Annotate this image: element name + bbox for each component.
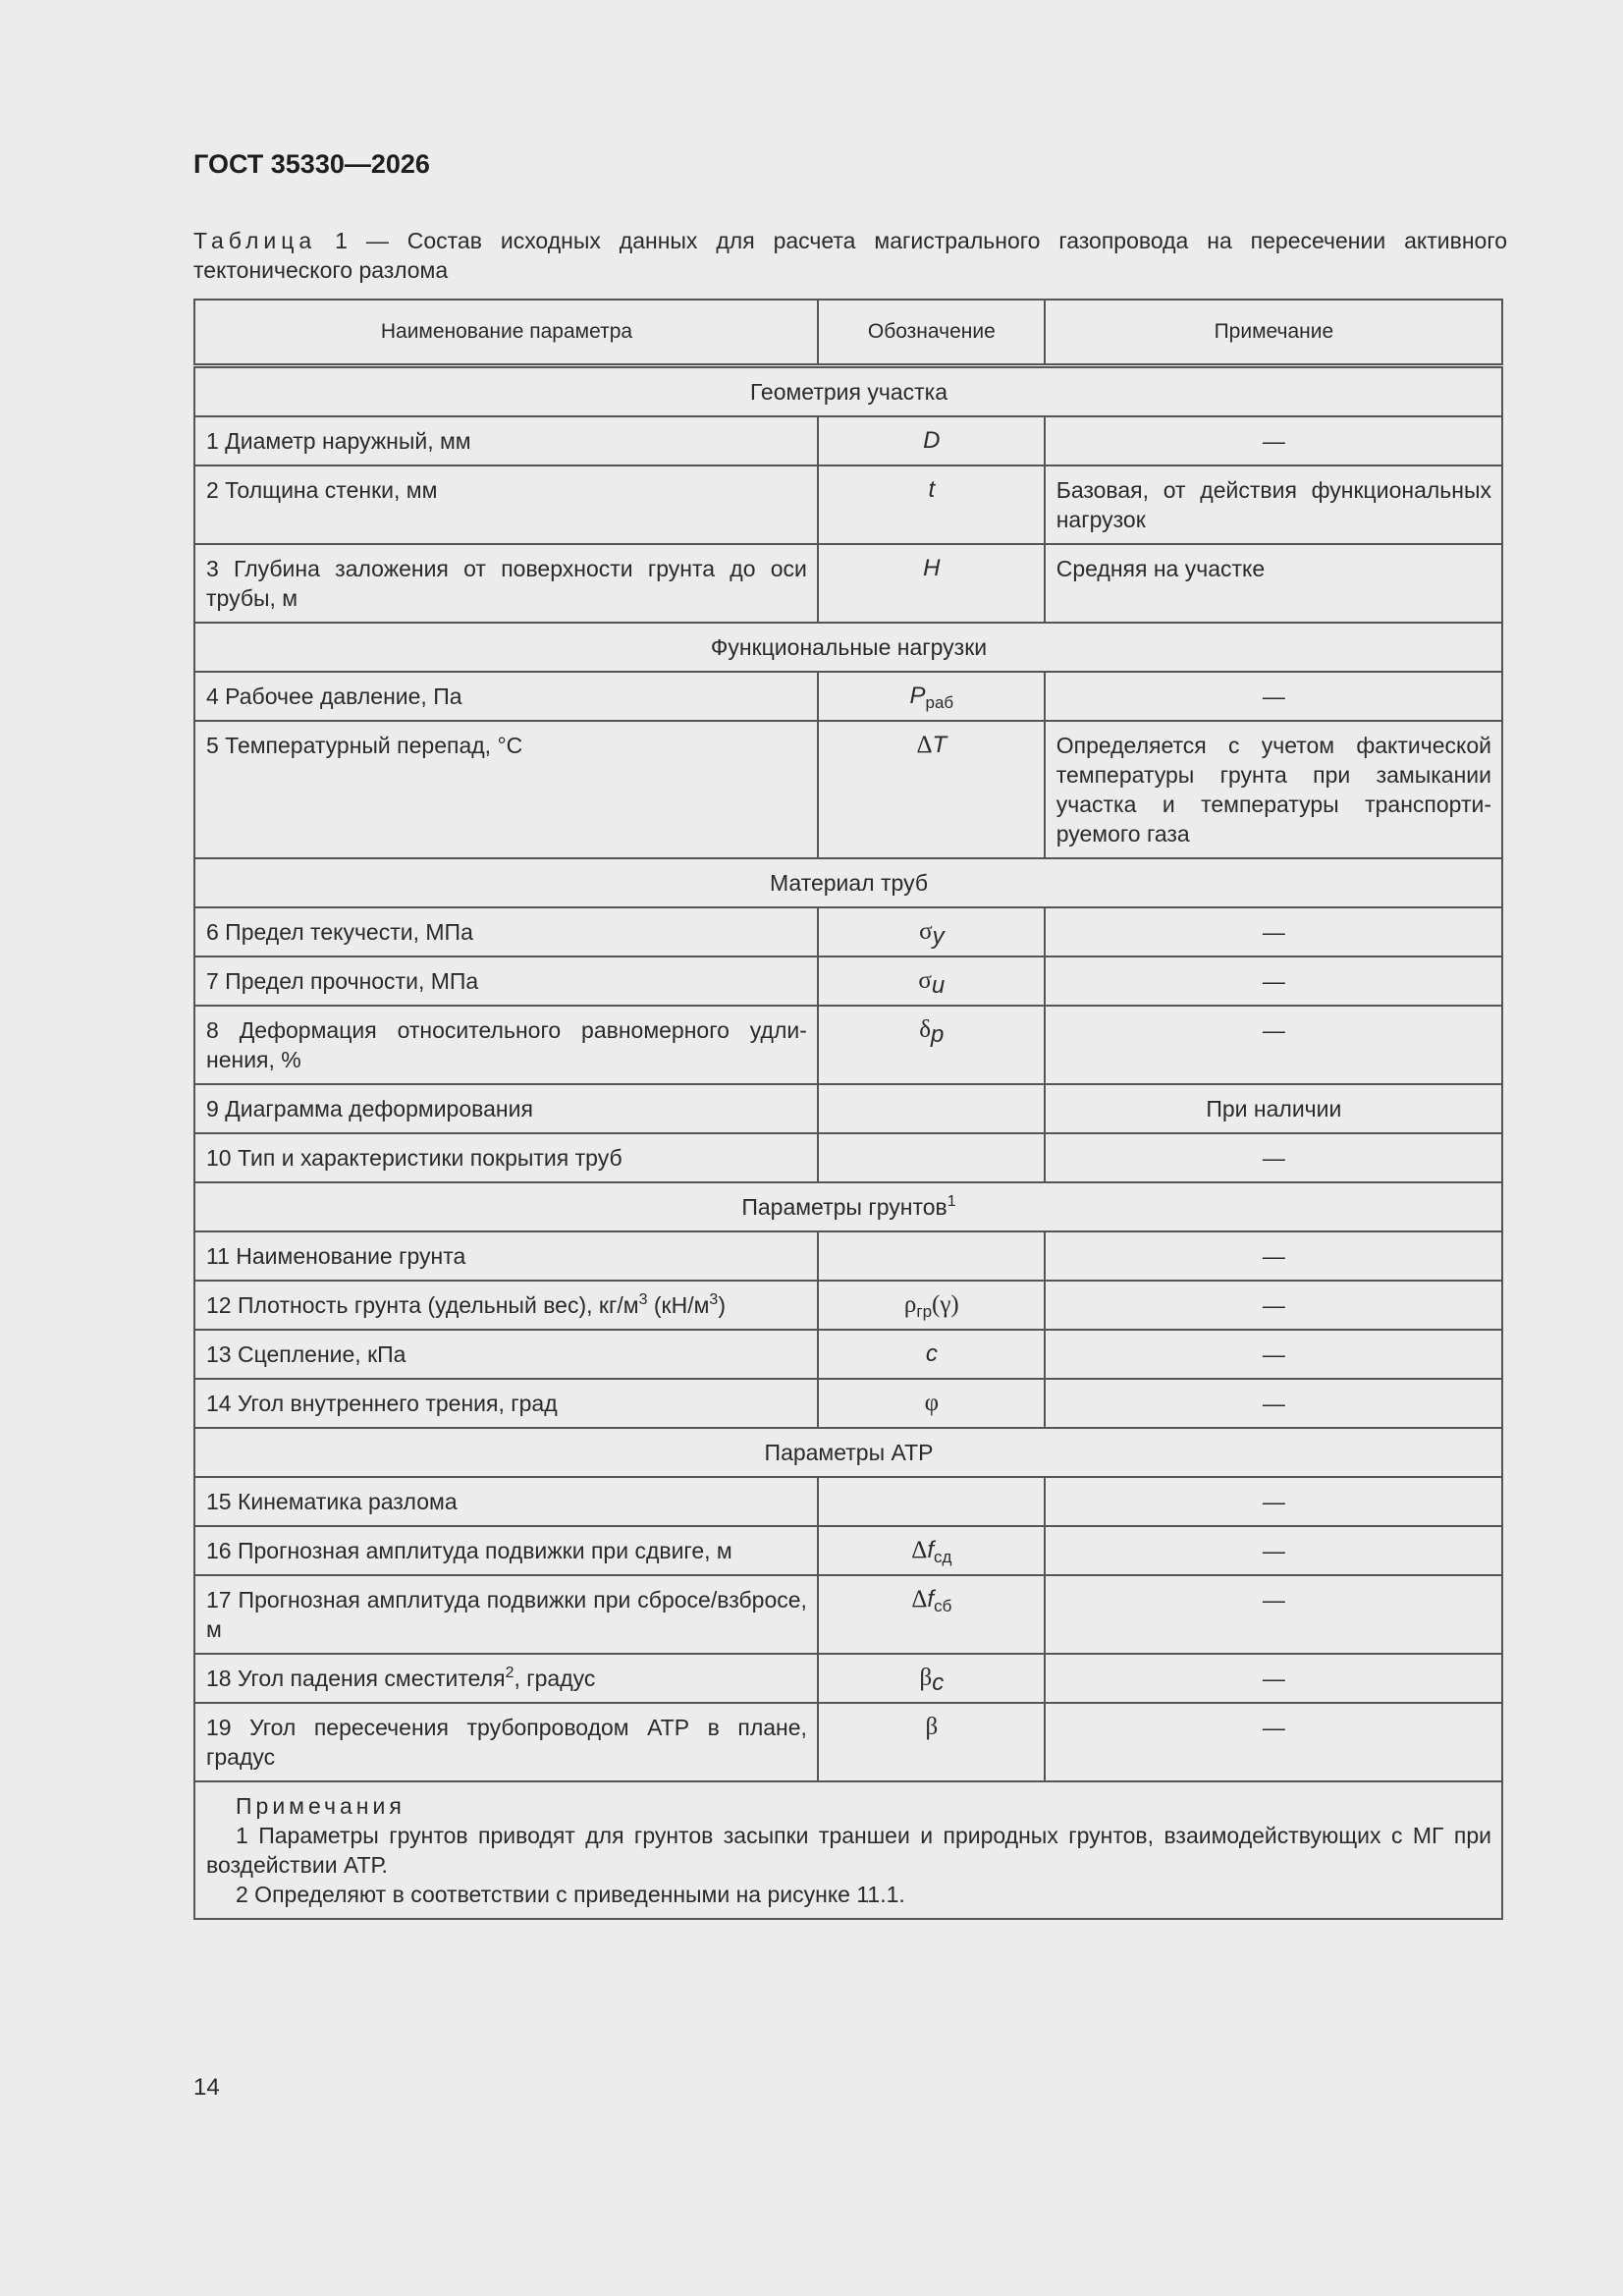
param-name: 14 Угол внутреннего трения, град — [194, 1379, 818, 1428]
section-title-atr: Параметры АТР — [194, 1428, 1502, 1477]
table-caption-label: Таблица — [193, 228, 317, 253]
param-note: — — [1045, 1526, 1502, 1575]
table-row — [194, 1281, 1502, 1330]
param-symbol: β — [818, 1703, 1045, 1781]
param-name: 1 Диаметр наружный, мм — [194, 416, 818, 465]
param-name: 8 Деформация относительного равномерного удлинения, % — [194, 1006, 818, 1084]
section-row-material — [194, 858, 1502, 907]
param-name: 18 Угол падения сместителя$^2$, градус — [194, 1654, 818, 1703]
param-note: — — [1045, 1006, 1502, 1084]
param-note: — — [1045, 1703, 1502, 1781]
param-note: — — [1045, 1654, 1502, 1703]
param-note: — — [1045, 416, 1502, 465]
table-row — [194, 1654, 1502, 1703]
param-symbol: t — [818, 465, 1045, 544]
param-name: 11 Наименование грунта — [194, 1231, 818, 1281]
table-row — [194, 1526, 1502, 1575]
param-note: — — [1045, 672, 1502, 721]
param-name: 3 Глубина заложения от поверхности грунта до оси трубы, м — [194, 544, 818, 623]
param-symbol — [818, 1477, 1045, 1526]
param-name: 6 Предел текучести, МПа — [194, 907, 818, 957]
table-caption-text: 1 — Состав исходных данных для расчета магистрального газопровода на пересечении активного тектонического разлома — [193, 228, 1507, 283]
table-row — [194, 1006, 1502, 1084]
section-title-soils: Параметры грунтов$^1$ — [194, 1182, 1502, 1231]
note-1: 1 Параметры грунтов приводят для грунтов засыпки траншеи и природных грунтов, взаимодействующих с МГ при воздействии АТР. — [206, 1823, 1491, 1878]
notes-title: Примечания — [236, 1793, 406, 1819]
param-name: 16 Прогнозная амплитуда подвижки при сдвиге, м — [194, 1526, 818, 1575]
table-row — [194, 1703, 1502, 1781]
section-row-soils — [194, 1182, 1502, 1231]
table-caption — [193, 226, 1507, 285]
param-name: 5 Температурный перепад, °С — [194, 721, 818, 858]
table-row — [194, 957, 1502, 1006]
table-row — [194, 416, 1502, 465]
param-symbol: $\rho_{гр}(\gamma)$ — [818, 1281, 1045, 1330]
param-symbol: $\sigma_y$ — [818, 907, 1045, 957]
table-row — [194, 721, 1502, 858]
param-name: 15 Кинематика разлома — [194, 1477, 818, 1526]
page-number: 14 — [193, 2074, 220, 2101]
param-symbol: $\Delta f_{сб}$ — [818, 1575, 1045, 1654]
param-symbol — [818, 1084, 1045, 1133]
param-note: — — [1045, 1231, 1502, 1281]
section-title-material: Материал труб — [194, 858, 1502, 907]
table-row — [194, 1379, 1502, 1428]
param-symbol: $\beta_c$ — [818, 1654, 1045, 1703]
param-note: — — [1045, 957, 1502, 1006]
note-2: 2 Определяют в соответствии с приведенными на рисунке 11.1. — [236, 1882, 905, 1907]
param-note: — — [1045, 1477, 1502, 1526]
param-name: 4 Рабочее давление, Па — [194, 672, 818, 721]
table-row — [194, 544, 1502, 623]
footnote-ref: 1 — [947, 1193, 956, 1210]
param-note: — — [1045, 907, 1502, 957]
param-note: — — [1045, 1379, 1502, 1428]
param-name: 2 Толщина стенки, мм — [194, 465, 818, 544]
param-symbol: ΔT — [818, 721, 1045, 858]
param-name: 12 Плотность грунта (удельный вес), $кг/м^3$ $(кН/м^3)$ — [194, 1281, 818, 1330]
table-row — [194, 465, 1502, 544]
section-title-loads: Функциональные нагрузки — [194, 623, 1502, 672]
param-note: — — [1045, 1575, 1502, 1654]
table-row — [194, 1084, 1502, 1133]
column-header-parameter: Наименование параметра — [194, 300, 818, 366]
param-name: 13 Сцепление, кПа — [194, 1330, 818, 1379]
param-symbol: $P_{раб}$ — [818, 672, 1045, 721]
param-note: Средняя на участке — [1045, 544, 1502, 623]
param-symbol: $\delta_p$ — [818, 1006, 1045, 1084]
section-row-geometry — [194, 366, 1502, 417]
source-data-table — [193, 299, 1503, 1920]
table-header-row — [194, 300, 1502, 366]
notes-row — [194, 1781, 1502, 1919]
table-row — [194, 1477, 1502, 1526]
param-symbol: c — [818, 1330, 1045, 1379]
param-note: Базовая, от действия функциональных нагрузок — [1045, 465, 1502, 544]
param-note: — — [1045, 1133, 1502, 1182]
param-symbol — [818, 1231, 1045, 1281]
param-name: 19 Угол пересечения трубопроводом АТР в плане, градус — [194, 1703, 818, 1781]
table-notes — [194, 1781, 1502, 1919]
table-row — [194, 907, 1502, 957]
param-note: При наличии — [1045, 1084, 1502, 1133]
param-name: 9 Диаграмма деформирования — [194, 1084, 818, 1133]
section-row-loads — [194, 623, 1502, 672]
document-code-header: ГОСТ 35330—2026 — [193, 149, 430, 179]
param-note: Определяется с учетом фактической температуры грунта при замыкании участка и температуры транспортируемого газа — [1045, 721, 1502, 858]
section-row-atr — [194, 1428, 1502, 1477]
param-symbol: φ — [818, 1379, 1045, 1428]
table-row — [194, 1330, 1502, 1379]
param-note: — — [1045, 1330, 1502, 1379]
param-name: 7 Предел прочности, МПа — [194, 957, 818, 1006]
column-header-note: Примечание — [1045, 300, 1502, 366]
param-symbol: H — [818, 544, 1045, 623]
param-symbol — [818, 1133, 1045, 1182]
param-symbol: $\Delta f_{сд}$ — [818, 1526, 1045, 1575]
table-row — [194, 1231, 1502, 1281]
section-title-geometry: Геометрия участка — [194, 366, 1502, 417]
param-name: 17 Прогнозная амплитуда подвижки при сбросе/взбросе, м — [194, 1575, 818, 1654]
table-row — [194, 1575, 1502, 1654]
param-note: — — [1045, 1281, 1502, 1330]
table-row — [194, 1133, 1502, 1182]
table-row — [194, 672, 1502, 721]
column-header-symbol: Обозначение — [818, 300, 1045, 366]
param-symbol: D — [818, 416, 1045, 465]
param-symbol: $\sigma_u$ — [818, 957, 1045, 1006]
param-name: 10 Тип и характеристики покрытия труб — [194, 1133, 818, 1182]
